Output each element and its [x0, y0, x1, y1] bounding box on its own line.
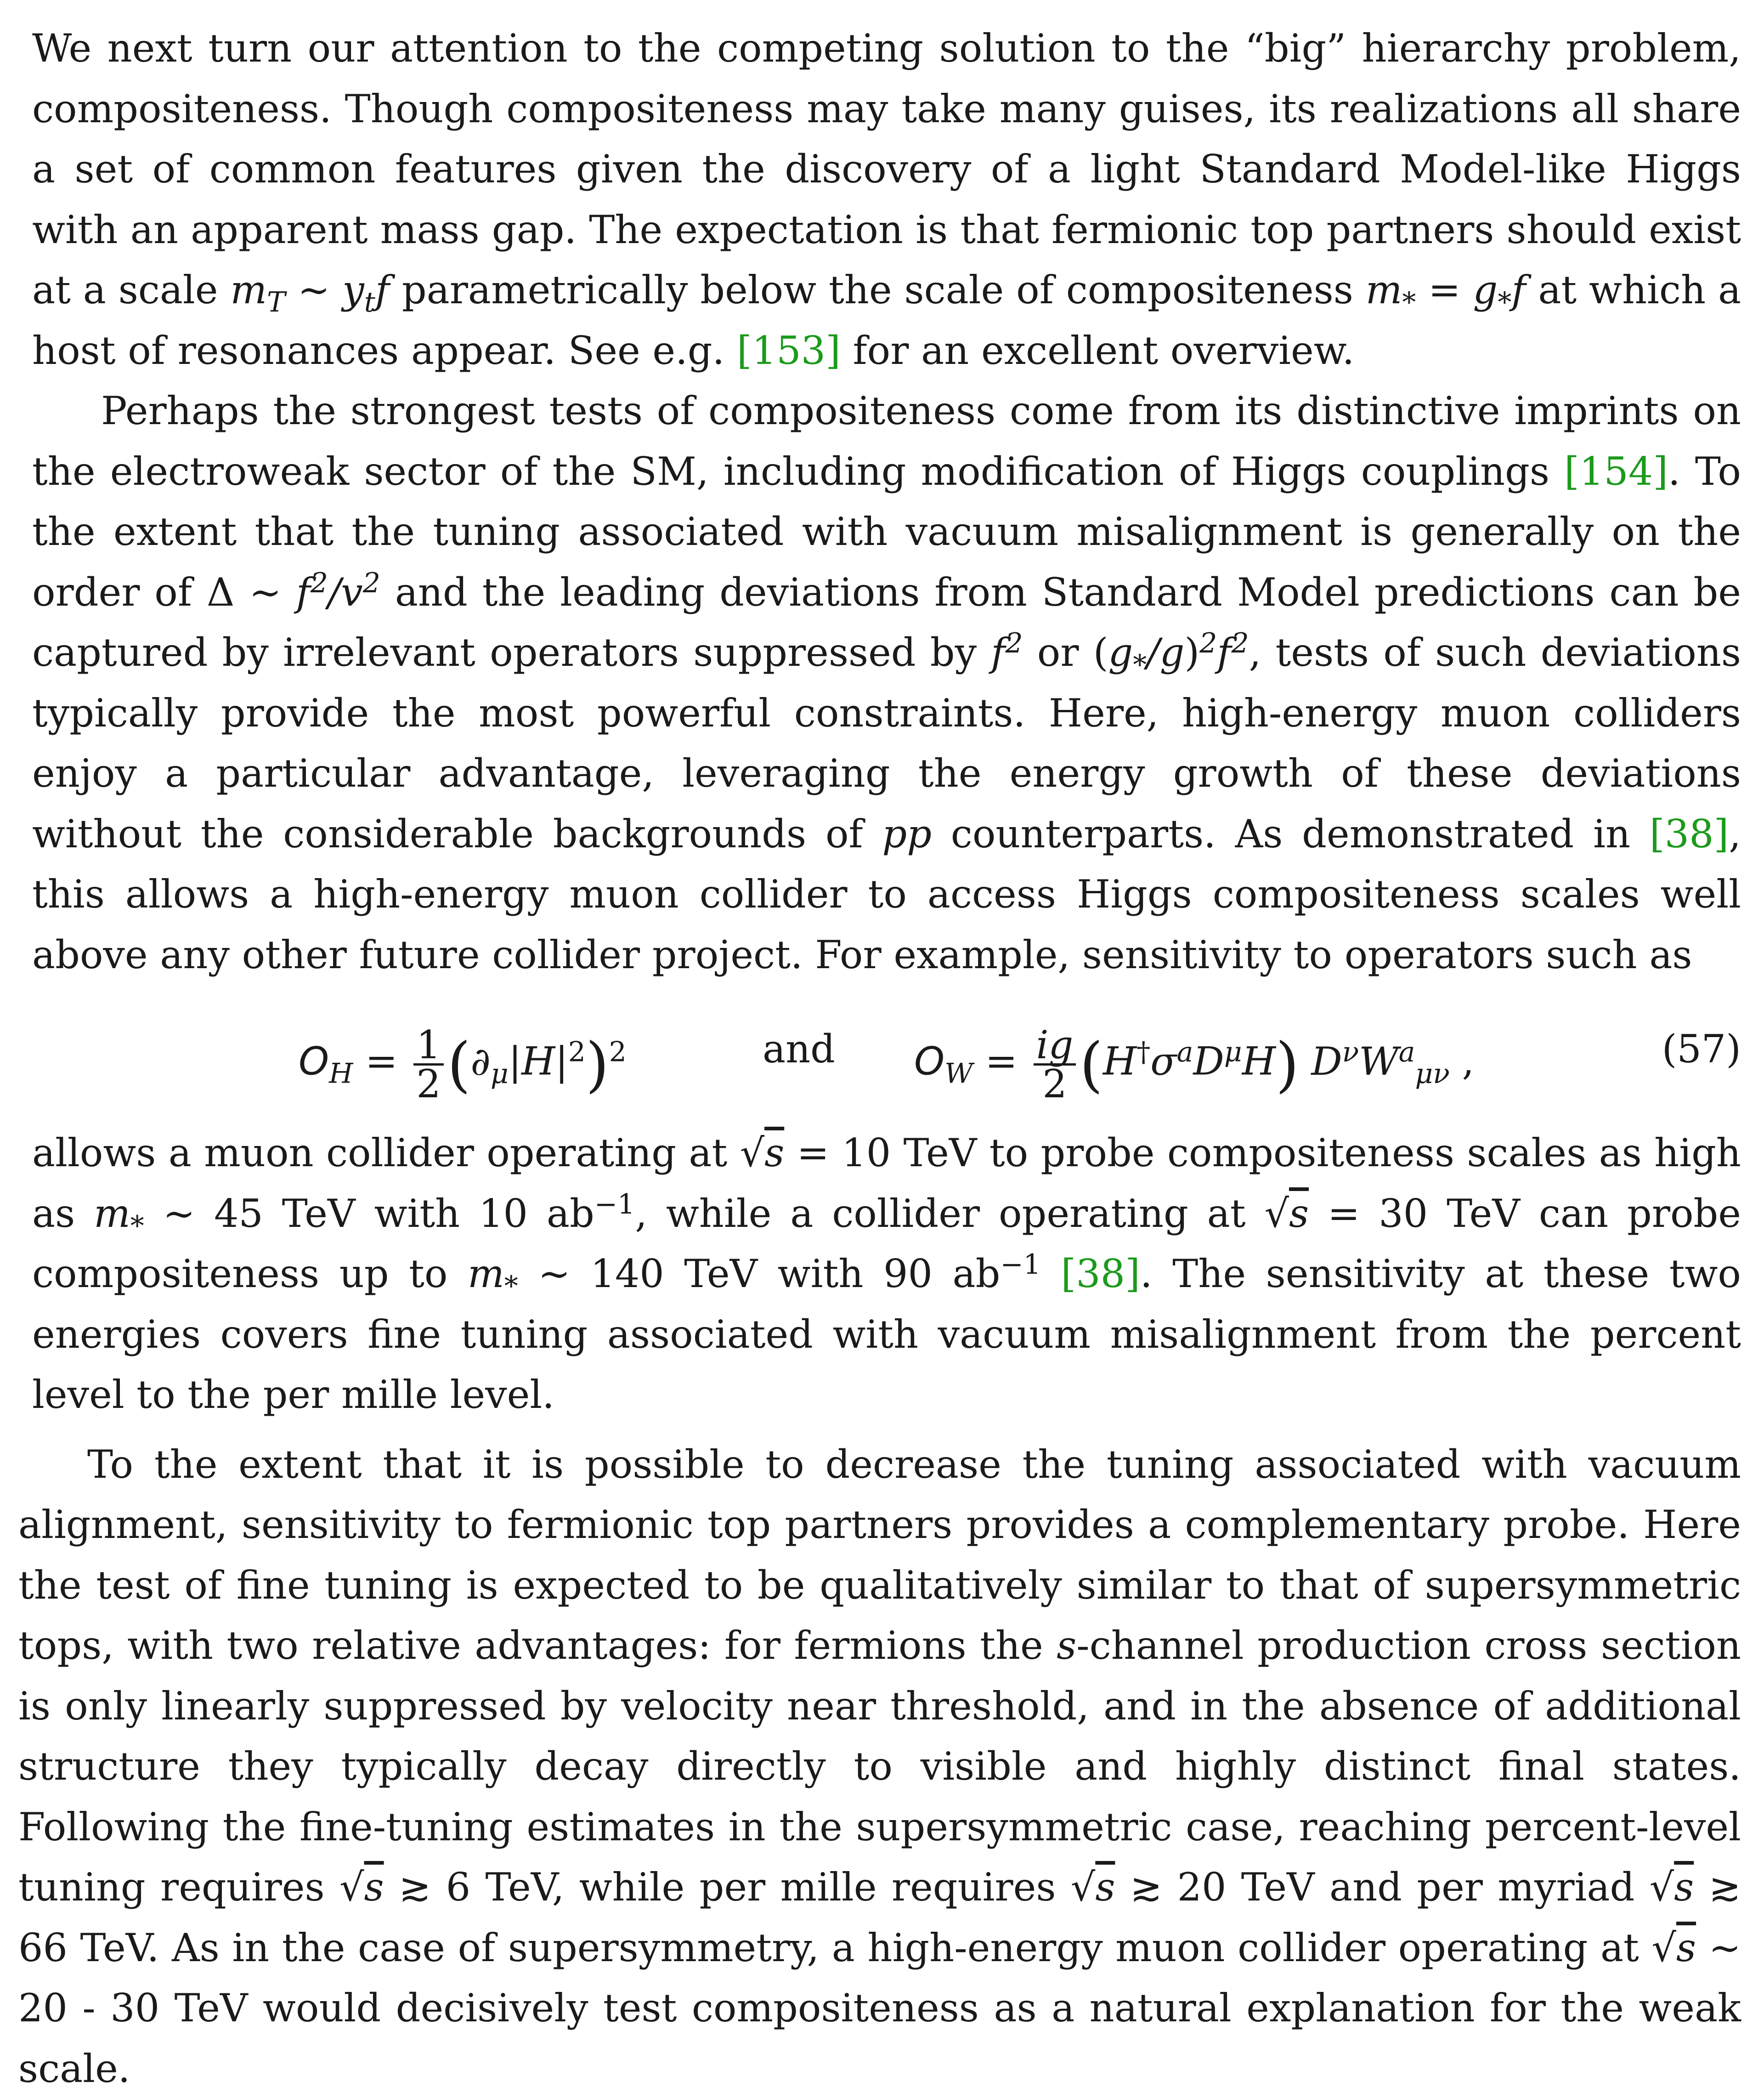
citation-38[interactable]: [38]: [1061, 1251, 1140, 1296]
math-inverse: −1: [1000, 1248, 1040, 1281]
citation-154[interactable]: [154]: [1564, 449, 1668, 494]
paragraph-top-partners: [18, 1435, 1741, 2099]
text: and the leading deviations from Standard Model predictions can be captured by irrelevant operators suppressed by: [32, 570, 1741, 675]
text: = 10 TeV to probe compositeness scales as high as: [32, 1130, 1741, 1236]
text: . The sensitivity at these two energies covers fine tuning associated with vacuum misalignment from the percent level to the per mille level.: [32, 1251, 1741, 1417]
math-mstar: $m_* = g_*f$: [1366, 267, 1526, 312]
math-f2: $f^2$: [991, 630, 1023, 675]
math-sqrt-s: √s: [339, 1865, 384, 1910]
text: ≳ 66 TeV. As in the case of supersymmetry, a high-energy muon collider operating at: [18, 1865, 1741, 1970]
equation-57: [32, 990, 1741, 1123]
math-delta: Δ ∼ $f^2/v^2$: [207, 570, 380, 615]
text: ∼ 45 TeV with 10 ab: [144, 1191, 594, 1236]
text: , while a collider operating at: [635, 1191, 1264, 1236]
paragraph-electroweak-tests: [32, 381, 1741, 985]
paper-page: [32, 18, 1741, 2099]
paragraph-compositeness-intro: [32, 18, 1741, 381]
equation-operator-ow: $O_W$ = $\frac{ig}{2}$ $(H^\dagger\sigma^aD^\mu H)$ $D^\nu W^a_{\mu\nu}$ ,: [914, 1027, 1474, 1102]
math-inverse: −1: [594, 1188, 635, 1220]
math-mstar: $m_*$: [94, 1191, 144, 1236]
text: = 30 TeV can probe compositeness up to: [32, 1191, 1741, 1297]
text: ∼ 140 TeV with 90 ab: [518, 1251, 1001, 1296]
text: Perhaps the strongest tests of compositeness come from its distinctive imprints on the electroweak sector of the SM, including modification of Higgs couplings: [32, 388, 1741, 494]
math-sqrt-s: √s: [1650, 1865, 1694, 1910]
text: ∼ 20 - 30 TeV would decisively test compositeness as a natural explanation for the weak scale.: [18, 1925, 1741, 2091]
text: parametrically below the scale of compositeness: [390, 267, 1366, 312]
paragraph-muon-collider-reach: [32, 1123, 1741, 1425]
equation-number: (57): [1662, 1027, 1741, 1072]
math-s: s: [1057, 1623, 1076, 1668]
citation-38[interactable]: [38]: [1650, 811, 1729, 857]
text: , this allows a high-energy muon collider to access Higgs compositeness scales well above any other future collider project. For example, sensitivity to operators such as: [32, 811, 1741, 977]
math-sqrt-s: √s: [740, 1130, 785, 1175]
text: at which a host of resonances appear. See e.g.: [32, 267, 1741, 373]
math-mstar: $m_*$: [468, 1251, 518, 1296]
math-sqrt-s: √s: [1264, 1191, 1309, 1236]
text: counterparts. As demonstrated in: [932, 811, 1650, 857]
math-mt: $m_T$ ∼ $y_tf$: [230, 267, 390, 312]
text: or: [1023, 630, 1093, 675]
text: We next turn our attention to the competing solution to the “big” hierarchy problem, compositeness. Though compositeness may take many guises, its realizations all share a set of common features given the discovery of a light Standard Model-like Higgs with an apparent mass gap. The expectation is that fermionic top partners should exist at a scale: [32, 26, 1741, 312]
equation-and: and: [763, 1027, 835, 1072]
text: . To the extent that the tuning associated with vacuum misalignment is generally on the order of: [32, 449, 1741, 615]
math-pp: pp: [882, 811, 932, 857]
math-sqrt-s: √s: [1651, 1925, 1696, 1970]
math-sqrt-s: √s: [1071, 1865, 1115, 1910]
equation-operator-oh: $O_H$ = $\frac{1}{2}$ $(\partial_\mu|H|^2)^2$: [299, 1027, 627, 1102]
text: -channel production cross section is only linearly suppressed by velocity near threshold, and in the absence of additional structure they typically decay directly to visible and highly distinct final states. Following the fine-tuning estimates in the supersymmetric case, reaching percent-level tuning requires: [18, 1623, 1741, 1910]
text: To the extent that it is possible to decrease the tuning associated with vacuum alignment, sensitivity to fermionic top partners provides a complementary probe. Here the test of fine tuning is expected to be qualitatively similar to that of supersymmetric tops, with two relative advantages: for fermions the: [18, 1442, 1741, 1668]
text: ≳ 6 TeV, while per mille requires: [384, 1865, 1071, 1910]
text: for an excellent overview.: [841, 328, 1355, 373]
citation-153[interactable]: [153]: [737, 328, 841, 373]
text: , tests of such deviations typically provide the most powerful constraints. Here, high-energy muon colliders enjoy a particular advantage, leveraging the energy growth of these deviations without the considerable backgrounds of: [32, 630, 1741, 857]
text: ≳ 20 TeV and per myriad: [1115, 1865, 1649, 1910]
math-gstar-f2: $(g_*/g)^2f^2$: [1093, 630, 1249, 675]
text: allows a muon collider operating at: [32, 1130, 740, 1175]
